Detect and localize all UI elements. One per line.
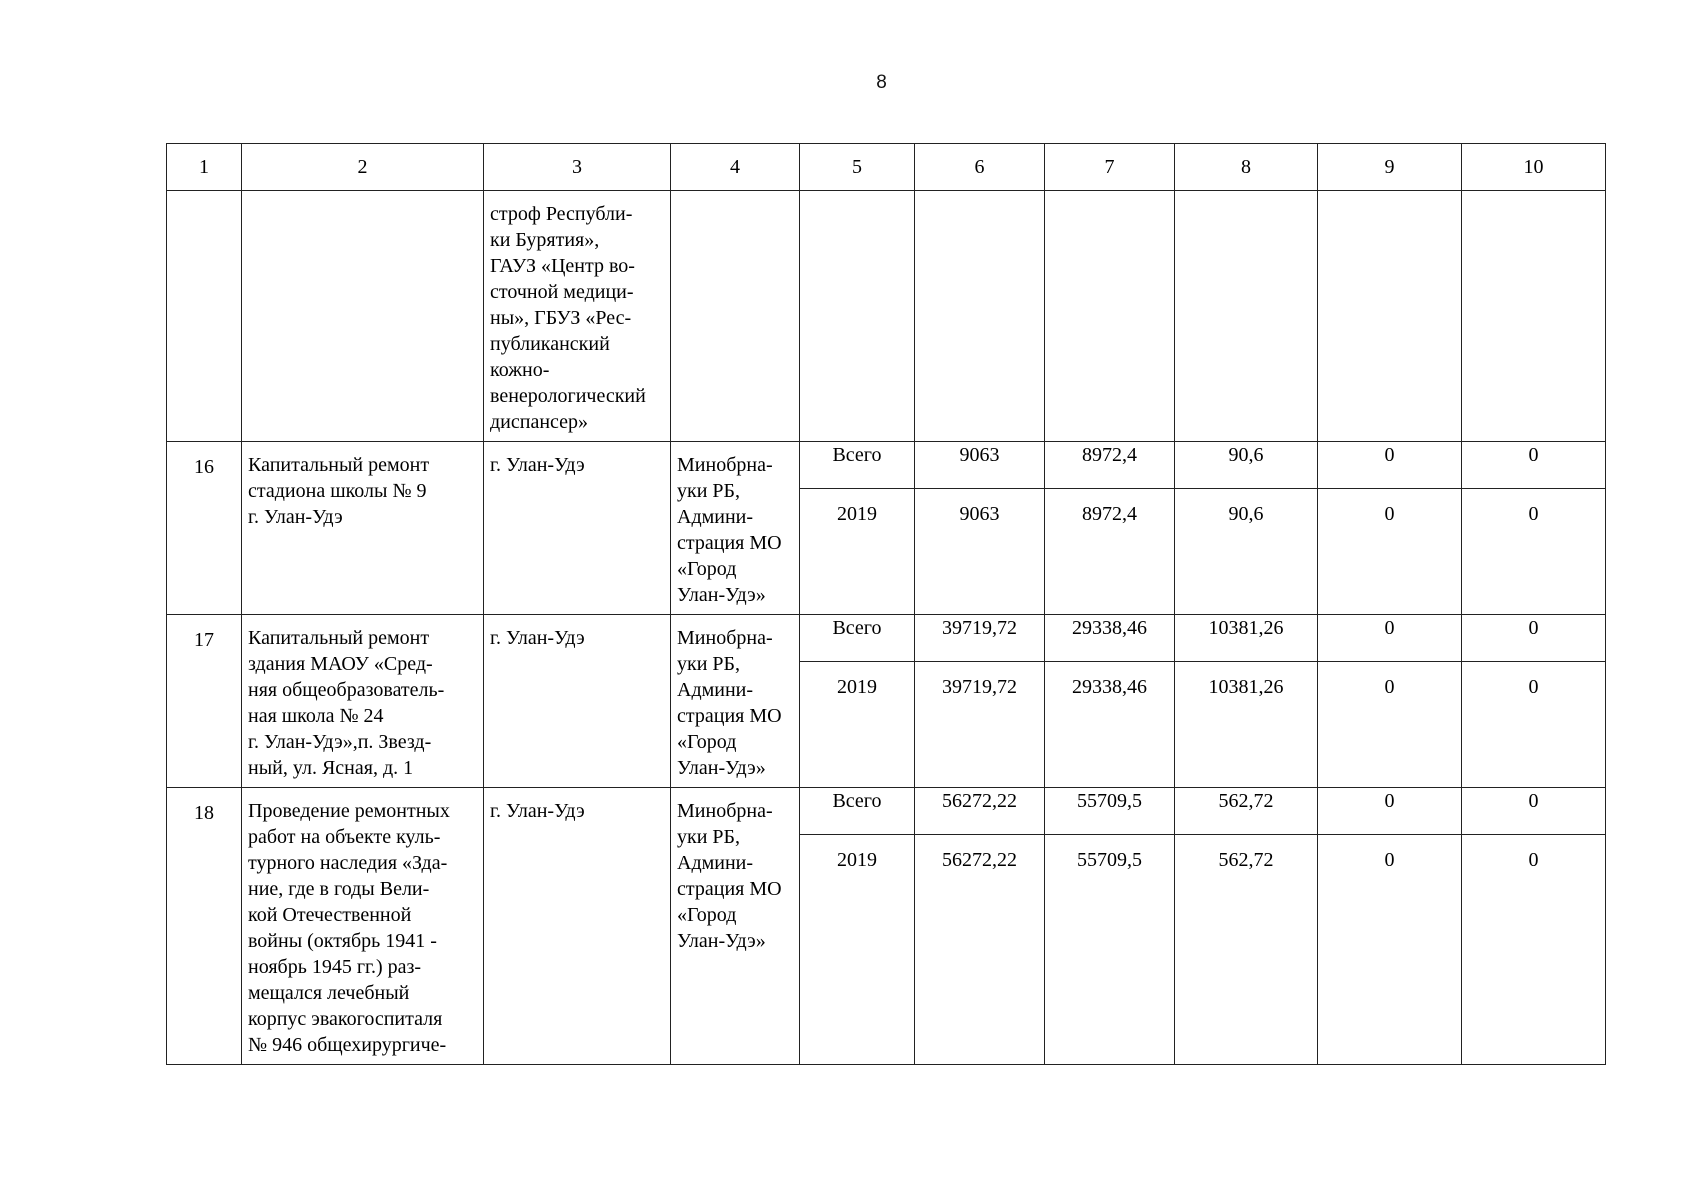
value-col10: 0 bbox=[1462, 615, 1606, 662]
value: 0 bbox=[1384, 849, 1395, 871]
table-row bbox=[167, 442, 1606, 489]
value-col9 bbox=[1318, 662, 1462, 788]
column-header: 3 bbox=[484, 144, 671, 191]
value-col9 bbox=[1318, 489, 1462, 615]
object-name: Проведение ремонтных работ на объекте куль- турного наследия «Зда- ние, где в годы Вели- кой Отечественной войны (октябрь 1941 - ноябрь 1945 гг.) раз- мещался лечебный корпус эвакогоспиталя № 946 общехирургиче- bbox=[248, 800, 450, 1056]
value: 0 bbox=[1384, 676, 1395, 698]
value: 39719,72 bbox=[942, 676, 1017, 698]
value-col8: 562,72 bbox=[1175, 788, 1318, 835]
column-header: 8 bbox=[1175, 144, 1318, 191]
value-col10 bbox=[1462, 662, 1606, 788]
empty-cell bbox=[1045, 191, 1175, 442]
period-cell: Всего bbox=[800, 615, 915, 662]
value: 0 bbox=[1384, 503, 1395, 525]
object-name-cell bbox=[242, 442, 484, 615]
value-col9: 0 bbox=[1318, 442, 1462, 489]
empty-cell bbox=[800, 191, 915, 442]
executor-cell bbox=[671, 788, 800, 1065]
value: 562,72 bbox=[1218, 849, 1274, 871]
value: 56272,22 bbox=[942, 849, 1017, 871]
value-col7 bbox=[1045, 835, 1175, 1065]
value-col10: 0 bbox=[1462, 788, 1606, 835]
empty-cell bbox=[167, 191, 242, 442]
column-header: 10 bbox=[1462, 144, 1606, 191]
column-header: 5 bbox=[800, 144, 915, 191]
value-col10 bbox=[1462, 835, 1606, 1065]
continuation-cell bbox=[484, 191, 671, 442]
value-col10: 0 bbox=[1462, 442, 1606, 489]
location-cell bbox=[484, 442, 671, 615]
period: 2019 bbox=[837, 503, 877, 525]
empty-cell bbox=[915, 191, 1045, 442]
column-header: 4 bbox=[671, 144, 800, 191]
row-number: 17 bbox=[194, 629, 214, 651]
object-name: Капитальный ремонт стадиона школы № 9 г. Улан-Удэ bbox=[248, 454, 430, 528]
location: г. Улан-Удэ bbox=[490, 800, 585, 822]
period-cell bbox=[800, 835, 915, 1065]
value-col7: 8972,4 bbox=[1045, 442, 1175, 489]
row-number: 16 bbox=[194, 456, 214, 478]
value-col6 bbox=[915, 835, 1045, 1065]
value-col6 bbox=[915, 662, 1045, 788]
executor: Минобрна- уки РБ, Админи- страция МО «Город Улан-Удэ» bbox=[677, 800, 782, 952]
value: 29338,46 bbox=[1072, 676, 1147, 698]
value: 0 bbox=[1528, 503, 1539, 525]
value: 0 bbox=[1528, 849, 1539, 871]
location: г. Улан-Удэ bbox=[490, 454, 585, 476]
value-col10 bbox=[1462, 489, 1606, 615]
row-number-cell bbox=[167, 788, 242, 1065]
value-col7: 55709,5 bbox=[1045, 788, 1175, 835]
period-cell bbox=[800, 489, 915, 615]
value-col9 bbox=[1318, 835, 1462, 1065]
value-col8: 10381,26 bbox=[1175, 615, 1318, 662]
value-col8: 90,6 bbox=[1175, 442, 1318, 489]
value-col7: 29338,46 bbox=[1045, 615, 1175, 662]
value-col7 bbox=[1045, 662, 1175, 788]
object-name-cell bbox=[242, 788, 484, 1065]
empty-cell bbox=[671, 191, 800, 442]
period-cell bbox=[800, 662, 915, 788]
object-name-cell bbox=[242, 615, 484, 788]
empty-cell bbox=[1175, 191, 1318, 442]
location-cell bbox=[484, 788, 671, 1065]
value: 10381,26 bbox=[1208, 676, 1284, 698]
value-col8 bbox=[1175, 662, 1318, 788]
value-col8 bbox=[1175, 489, 1318, 615]
column-header: 1 bbox=[167, 144, 242, 191]
executor: Минобрна- уки РБ, Админи- страция МО «Город Улан-Удэ» bbox=[677, 627, 782, 779]
column-header: 9 bbox=[1318, 144, 1462, 191]
header-row bbox=[167, 144, 1606, 191]
page-number: 8 bbox=[876, 72, 887, 93]
location-cell bbox=[484, 615, 671, 788]
period: 2019 bbox=[837, 676, 877, 698]
value-col6 bbox=[915, 489, 1045, 615]
column-header: 7 bbox=[1045, 144, 1175, 191]
location: г. Улан-Удэ bbox=[490, 627, 585, 649]
row-number: 18 bbox=[194, 802, 214, 824]
value-col7 bbox=[1045, 489, 1175, 615]
executor: Минобрна- уки РБ, Админи- страция МО «Город Улан-Удэ» bbox=[677, 454, 782, 606]
empty-cell bbox=[1318, 191, 1462, 442]
value-col8 bbox=[1175, 835, 1318, 1065]
value: 90,6 bbox=[1228, 503, 1264, 525]
empty-cell bbox=[1462, 191, 1606, 442]
value-col6: 39719,72 bbox=[915, 615, 1045, 662]
value-col6: 56272,22 bbox=[915, 788, 1045, 835]
row-number-cell bbox=[167, 442, 242, 615]
value: 0 bbox=[1528, 676, 1539, 698]
value-col9: 0 bbox=[1318, 615, 1462, 662]
continuation-row bbox=[167, 191, 1606, 442]
value-col9: 0 bbox=[1318, 788, 1462, 835]
value: 8972,4 bbox=[1082, 503, 1137, 525]
executor-cell bbox=[671, 442, 800, 615]
value: 9063 bbox=[959, 503, 1000, 525]
column-header: 2 bbox=[242, 144, 484, 191]
table-row bbox=[167, 615, 1606, 662]
empty-cell bbox=[242, 191, 484, 442]
funding-table bbox=[166, 143, 1606, 1065]
continuation-text: строф Республи- ки Бурятия», ГАУЗ «Центр во- сточной медици- ны», ГБУЗ «Рес- публиканский кожно- венерологический диспансер» bbox=[490, 203, 646, 433]
object-name: Капитальный ремонт здания МАОУ «Сред- няя общеобразователь- ная школа № 24 г. Улан-Удэ»,п. Звезд- ный, ул. Ясная, д. 1 bbox=[248, 627, 445, 779]
value-col6: 9063 bbox=[915, 442, 1045, 489]
period: 2019 bbox=[837, 849, 877, 871]
period-cell: Всего bbox=[800, 788, 915, 835]
executor-cell bbox=[671, 615, 800, 788]
table-row bbox=[167, 788, 1606, 835]
value: 55709,5 bbox=[1077, 849, 1142, 871]
period-cell: Всего bbox=[800, 442, 915, 489]
row-number-cell bbox=[167, 615, 242, 788]
column-header: 6 bbox=[915, 144, 1045, 191]
